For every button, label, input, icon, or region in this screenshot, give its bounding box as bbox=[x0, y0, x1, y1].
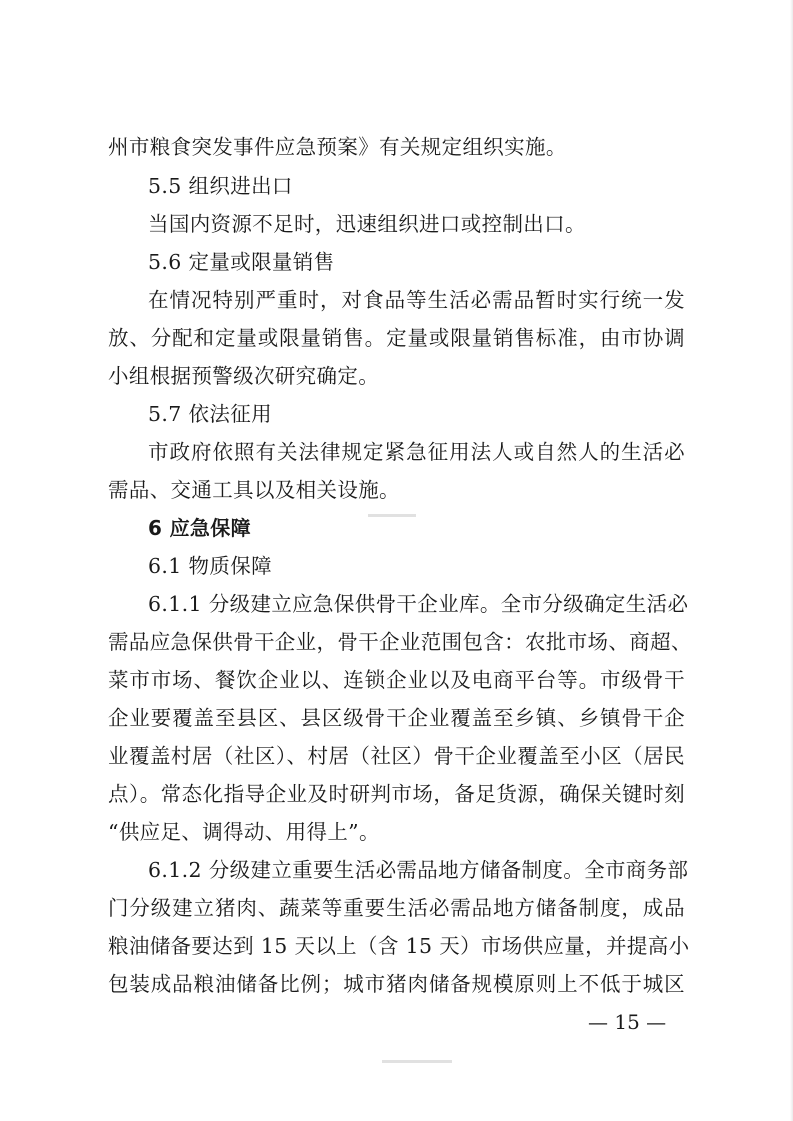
section-heading-5-7: 5.7 依法征用 bbox=[148, 402, 272, 426]
body-text-line: 放、分配和定量或限量销售。定量或限量销售标准，由市协调 bbox=[108, 326, 685, 350]
body-text-line: 粮油储备要达到 15 天以上（含 15 天）市场供应量，并提高小 bbox=[108, 934, 690, 958]
scan-smudge bbox=[382, 1060, 452, 1063]
body-text-line: 6.1.2 分级建立重要生活必需品地方储备制度。全市商务部 bbox=[148, 858, 689, 882]
body-text-line: 需品应急保供骨干企业，骨干企业范围包含：农批市场、商超、 bbox=[108, 630, 692, 654]
scan-smudge bbox=[368, 514, 416, 517]
body-text-line: 菜市市场、餐饮企业以、连锁企业以及电商平台等。市级骨干 bbox=[108, 668, 685, 692]
body-text-line: 门分级建立猪肉、蔬菜等重要生活必需品地方储备制度，成品 bbox=[108, 896, 685, 920]
section-heading-5-6: 5.6 定量或限量销售 bbox=[148, 250, 335, 274]
chapter-heading-6: 6 应急保障 bbox=[148, 516, 251, 540]
body-text-line: 点）。常态化指导企业及时研判市场，备足货源，确保关键时刻 bbox=[108, 782, 685, 806]
body-text-line: 小组根据预警级次研究确定。 bbox=[108, 364, 380, 388]
body-text-line: 需品、交通工具以及相关设施。 bbox=[108, 478, 400, 502]
section-heading-5-5: 5.5 组织进出口 bbox=[148, 174, 293, 198]
section-heading-6-1: 6.1 物质保障 bbox=[148, 554, 272, 578]
body-text-line: 6.1.1 分级建立应急保供骨干企业库。全市分级确定生活必 bbox=[148, 592, 689, 616]
body-text-line: “供应足、调得动、用得上”。 bbox=[108, 820, 380, 844]
body-text-line: 当国内资源不足时，迅速组织进口或控制出口。 bbox=[148, 212, 586, 236]
page-number: — 15 — bbox=[588, 1010, 667, 1034]
body-text-line: 在情况特别严重时，对食品等生活必需品暂时实行统一发 bbox=[148, 288, 685, 312]
body-text-line: 市政府依照有关法律规定紧急征用法人或自然人的生活必 bbox=[148, 440, 685, 464]
body-text-line: 州市粮食突发事件应急预案》有关规定组织实施。 bbox=[108, 135, 567, 159]
body-text-line: 业覆盖村居（社区）、村居（社区）骨干企业覆盖至小区（居民 bbox=[108, 744, 685, 768]
body-text-line: 包装成品粮油储备比例；城市猪肉储备规模原则上不低于城区 bbox=[108, 972, 685, 996]
body-text-line: 企业要覆盖至县区、县区级骨干企业覆盖至乡镇、乡镇骨干企 bbox=[108, 706, 685, 730]
